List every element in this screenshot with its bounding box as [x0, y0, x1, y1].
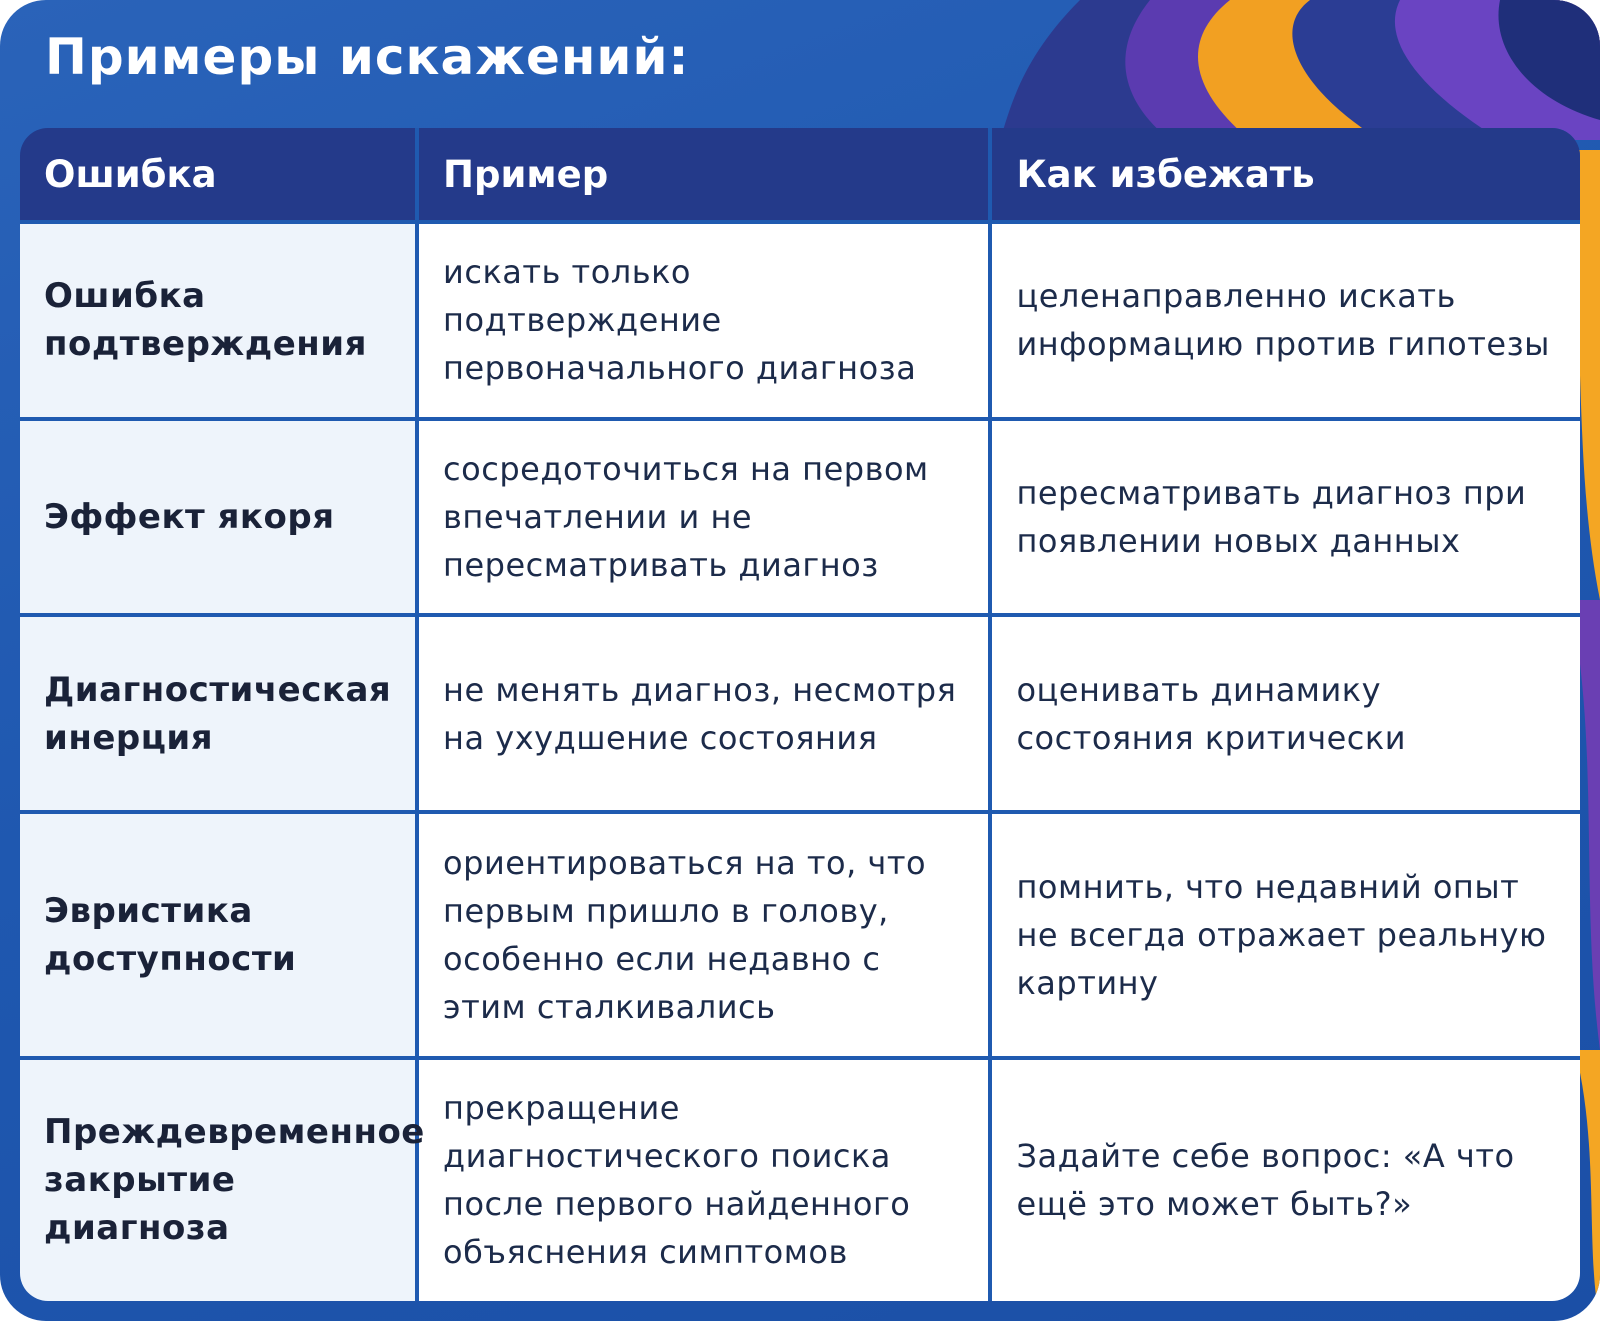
column-header-example: Пример	[419, 128, 988, 220]
column-header-error: Ошибка	[20, 128, 415, 220]
cell-example: прекращение диагностического поиска после первого найденного объяснения симптомов	[419, 1060, 988, 1301]
cell-avoid: оценивать динамику состояния критически	[992, 617, 1580, 810]
cell-error: Преждевременное закрытие диагноза	[20, 1060, 415, 1301]
table-row	[20, 421, 1580, 614]
distortions-table	[20, 128, 1580, 1301]
cell-avoid: Задайте себе вопрос: «А что ещё это может быть?»	[992, 1060, 1580, 1301]
cell-error: Ошибка подтверждения	[20, 224, 415, 417]
table-header-row	[20, 128, 1580, 220]
cell-error: Диагностическая инерция	[20, 617, 415, 810]
distortions-table-container	[20, 128, 1580, 1301]
cell-example: сосредоточиться на первом впечатлении и не пересматривать диагноз	[419, 421, 988, 614]
cell-example: не менять диагноз, несмотря на ухудшение состояния	[419, 617, 988, 810]
cell-avoid: пересматривать диагноз при появлении новых данных	[992, 421, 1580, 614]
cell-avoid: целенаправленно искать информацию против гипотезы	[992, 224, 1580, 417]
cell-avoid: помнить, что недавний опыт не всегда отражает реальную картину	[992, 814, 1580, 1055]
cell-error: Эвристика доступности	[20, 814, 415, 1055]
table-row	[20, 617, 1580, 810]
cell-error: Эффект якоря	[20, 421, 415, 614]
cell-example: искать только подтверждение первоначального диагноза	[419, 224, 988, 417]
table-row	[20, 1060, 1580, 1301]
page-title: Примеры искажений:	[45, 28, 690, 86]
cell-example: ориентироваться на то, что первым пришло в голову, особенно если недавно с этим сталкивались	[419, 814, 988, 1055]
table-row	[20, 814, 1580, 1055]
column-header-avoid: Как избежать	[992, 128, 1580, 220]
table-row	[20, 224, 1580, 417]
